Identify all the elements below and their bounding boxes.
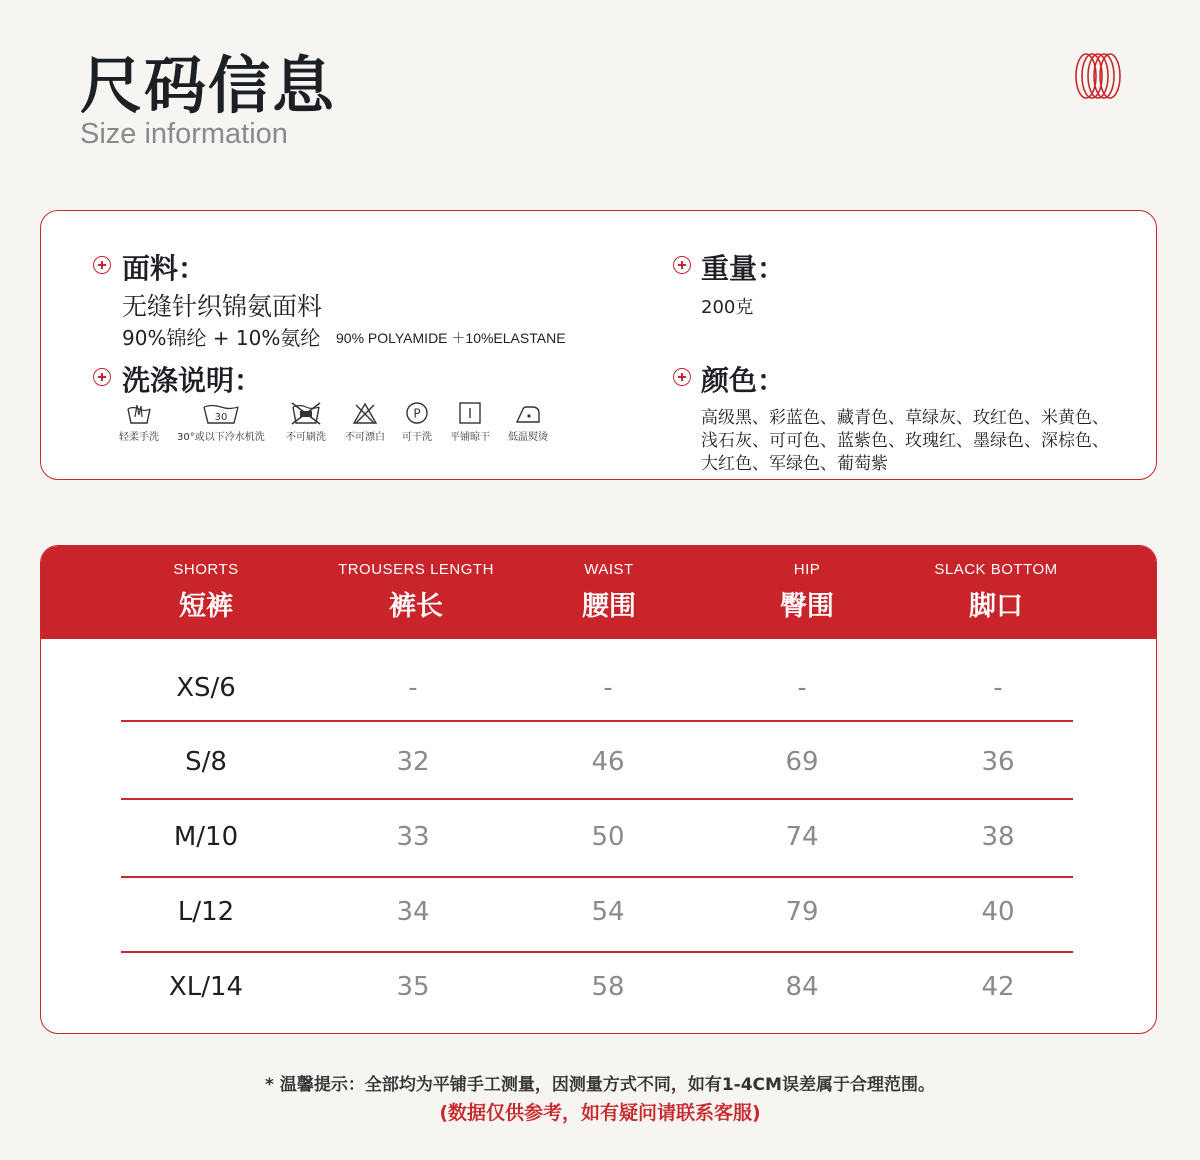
table-cell: 40 <box>981 897 1015 927</box>
hand-wash-icon <box>125 401 153 425</box>
column-header-cn: 臀围 <box>780 591 834 622</box>
table-cell-size: M/10 <box>173 822 239 852</box>
colors-line: 大红色、军绿色、葡萄紫 <box>701 454 888 474</box>
care-flat-dry <box>450 401 490 443</box>
column-header-en: WAIST <box>584 561 634 578</box>
table-cell-size: L/12 <box>177 897 235 927</box>
table-cell: 50 <box>591 822 625 852</box>
care-low-iron <box>508 401 548 443</box>
column-header-length <box>316 561 516 623</box>
table-cell: 74 <box>785 822 819 852</box>
row-divider <box>121 720 1073 722</box>
column-header-shorts <box>106 561 306 623</box>
fabric-composition-en: 90% POLYAMIDE ＋10%ELASTANE <box>336 330 566 346</box>
table-cell: - <box>797 673 807 703</box>
care-no-bleach <box>345 401 385 443</box>
no-brush-icon <box>288 401 324 425</box>
fabric-name: 无缝针织锦氨面料 <box>122 292 323 321</box>
weight-value: 200克 <box>701 297 754 318</box>
plus-circle-icon <box>673 368 691 386</box>
table-cell-size: S/8 <box>185 747 227 777</box>
column-header-hip <box>707 561 907 623</box>
table-cell: 33 <box>396 822 430 852</box>
care-machine-wash <box>177 401 265 443</box>
column-header-cn: 脚口 <box>969 591 1023 622</box>
column-header-cn: 短裤 <box>179 591 233 622</box>
plus-circle-icon <box>673 256 691 274</box>
rings-decoration-icon <box>1074 52 1122 100</box>
care-label: 平铺晾干 <box>450 432 490 443</box>
column-header-en: SHORTS <box>173 561 239 578</box>
flat-dry-icon <box>456 401 484 425</box>
table-cell: 34 <box>396 897 430 927</box>
no-bleach-icon <box>351 401 379 425</box>
table-cell-size: XL/14 <box>168 972 244 1002</box>
svg-text:30: 30 <box>214 412 228 423</box>
table-cell: - <box>603 673 613 703</box>
care-hand-wash <box>119 401 159 443</box>
table-cell: 46 <box>591 747 625 777</box>
table-cell: 36 <box>981 747 1015 777</box>
column-header-cn: 腰围 <box>582 591 636 622</box>
dry-clean-p-icon <box>403 401 431 425</box>
table-cell: 84 <box>785 972 819 1002</box>
size-table <box>40 545 1157 1034</box>
colors-line: 高级黑、彩蓝色、藏青色、草绿灰、玫红色、米黄色、 <box>701 408 1109 428</box>
svg-text:P: P <box>413 406 421 421</box>
low-iron-icon <box>514 401 542 425</box>
column-header-en: TROUSERS LENGTH <box>338 561 494 578</box>
page-subtitle: Size information <box>80 118 288 150</box>
row-divider <box>121 798 1073 800</box>
product-info-card <box>40 210 1157 480</box>
care-label: 不可刷洗 <box>286 432 326 443</box>
table-header <box>41 546 1156 639</box>
weight-label: 重量： <box>701 252 786 285</box>
colors-label: 颜色： <box>701 364 786 397</box>
care-label: 30°或以下冷水机洗 <box>177 432 265 443</box>
table-cell: 69 <box>785 747 819 777</box>
table-cell: 32 <box>396 747 430 777</box>
plus-circle-icon <box>93 256 111 274</box>
table-cell: 35 <box>396 972 430 1002</box>
measurement-note: * 温馨提示：全部均为平铺手工测量，因测量方式不同，如有1-4CM误差属于合理范围。 <box>265 1075 935 1095</box>
page-title: 尺码信息 <box>80 49 337 122</box>
care-dry-clean <box>402 401 432 443</box>
column-header-en: SLACK BOTTOM <box>934 561 1058 578</box>
fabric-label: 面料： <box>122 252 207 285</box>
care-label: 不可漂白 <box>345 432 385 443</box>
column-header-cn: 裤长 <box>389 591 443 622</box>
row-divider <box>121 876 1073 878</box>
table-cell: 79 <box>785 897 819 927</box>
care-label: 轻柔手洗 <box>119 432 159 443</box>
column-header-slack-bottom <box>896 561 1096 623</box>
table-cell: - <box>993 673 1003 703</box>
colors-line: 浅石灰、可可色、蓝紫色、玫瑰红、墨绿色、深棕色、 <box>701 431 1109 451</box>
fabric-composition-cn: 90%锦纶 + 10%氨纶 <box>122 326 321 350</box>
column-header-waist <box>509 561 709 623</box>
row-divider <box>121 951 1073 953</box>
table-cell: 38 <box>981 822 1015 852</box>
washing-label: 洗涤说明： <box>122 364 263 397</box>
column-header-en: HIP <box>793 561 821 578</box>
care-label: 低温熨烫 <box>508 432 548 443</box>
table-cell: - <box>408 673 418 703</box>
table-cell: 42 <box>981 972 1015 1002</box>
table-cell: 58 <box>591 972 625 1002</box>
table-cell: 54 <box>591 897 625 927</box>
care-no-brush <box>286 401 326 443</box>
machine-wash-30-icon <box>200 401 242 425</box>
care-label: 可干洗 <box>402 432 432 443</box>
table-cell-size: XS/6 <box>176 673 236 703</box>
plus-circle-icon <box>93 368 111 386</box>
disclaimer-note: (数据仅供参考，如有疑问请联系客服) <box>439 1102 761 1124</box>
